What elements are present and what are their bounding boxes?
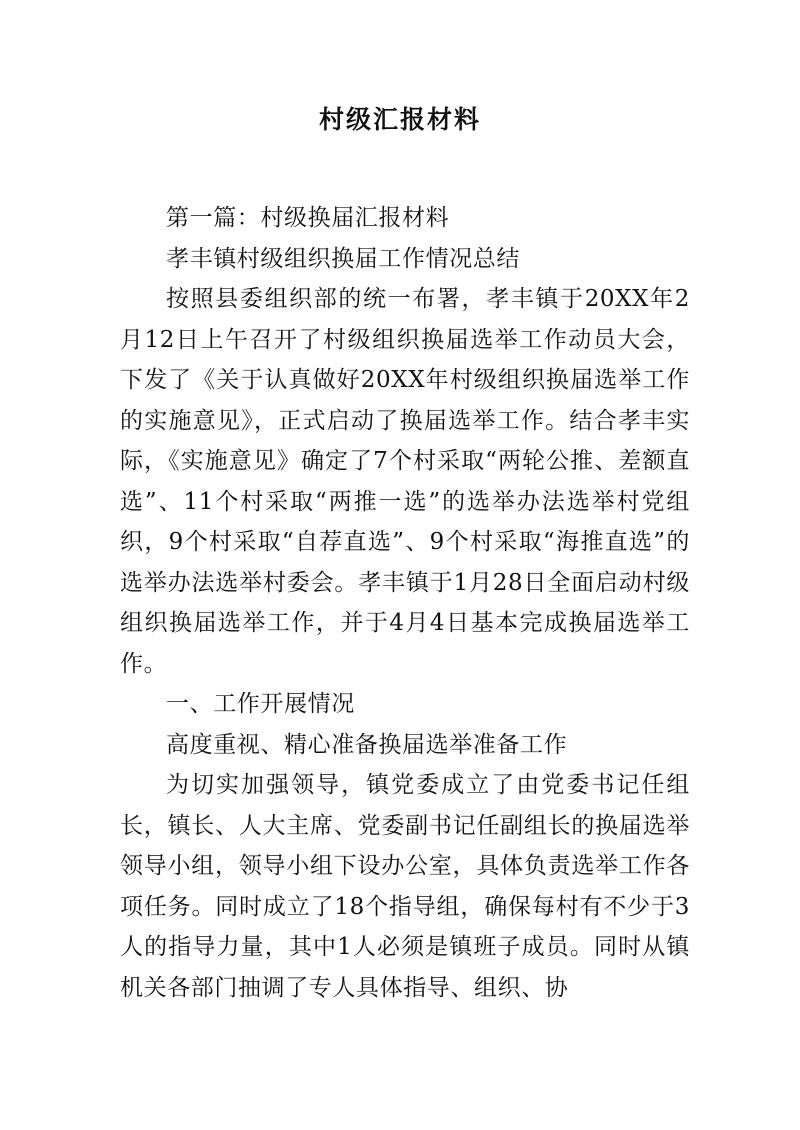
subsection-heading: 高度重视、精心准备换届选举准备工作 bbox=[166, 731, 568, 758]
subtitle-summary: 孝丰镇村级组织换届工作情况总结 bbox=[166, 245, 520, 272]
intro-paragraph: 按照县委组织部的统一布署，孝丰镇于20XX年2月12日上午召开了村级组织换届选举工作动员大会，下发了《关于认真做好20XX年村级组织换届选举工作的实施意见》，正式启动了换届选举工作。结合孝丰实际，《实施意见》确定了7个村采取“两轮公推、差额直选”、11个村采取“两推一选”的选举办法选举村党组织，9个村采取“自荐直选”、9个村采取“海推直选”的选举办法选举村委会。孝丰镇于1月28日全面启动村级组织换届选举工作，并于4月4日基本完成换届选举工作。 bbox=[120, 286, 690, 677]
document-body bbox=[120, 198, 690, 1008]
document-title: 村级汇报材料 bbox=[318, 105, 481, 134]
heading-part-one: 第一篇：村级换届汇报材料 bbox=[166, 205, 450, 231]
body-paragraph: 为切实加强领导，镇党委成立了由党委书记任组长，镇长、人大主席、党委副书记任副组长的换届选举领导小组，领导小组下设办公室，具体负责选举工作各项任务。同时成立了18个指导组，确保每村有不少于3人的指导力量，其中1人必须是镇班子成员。同时从镇机关各部门抽调了专人具体指导、组织、协 bbox=[120, 772, 690, 1001]
section-heading-work: 一、工作开展情况 bbox=[166, 691, 355, 717]
